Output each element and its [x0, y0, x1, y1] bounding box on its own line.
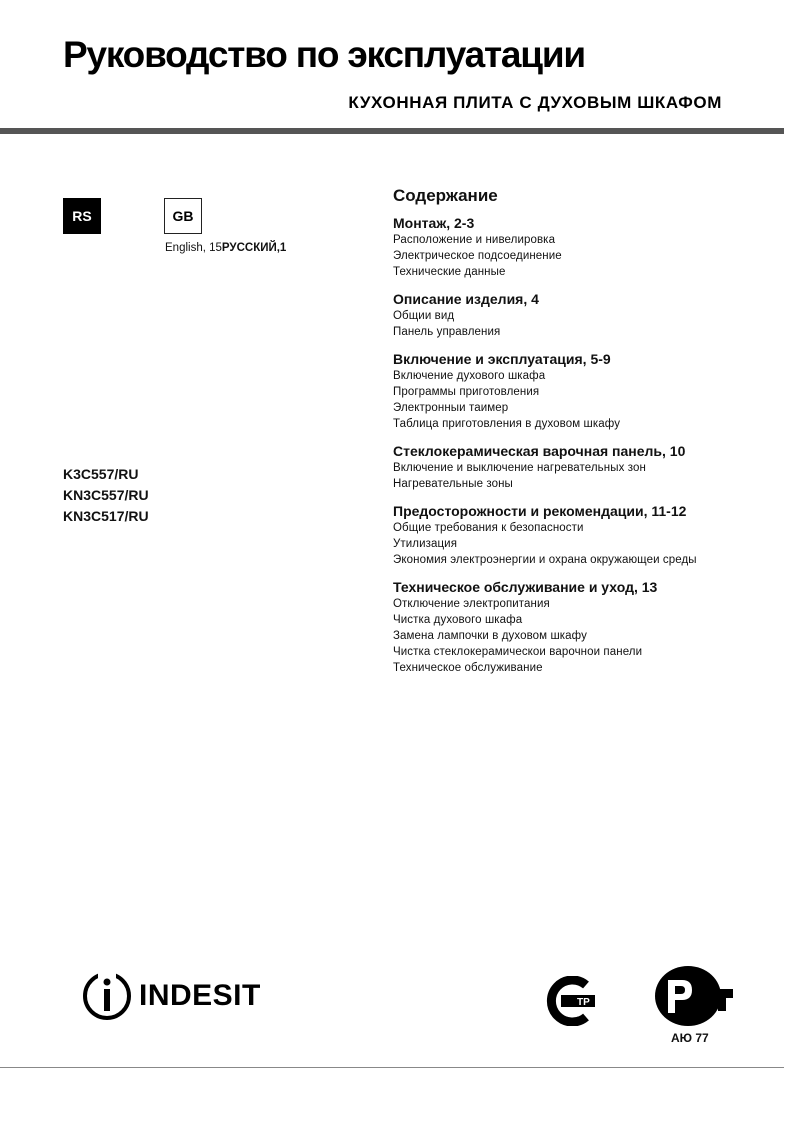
toc-item: Включение и выключение нагревательных зон [393, 462, 646, 474]
toc-item: Чистка духового шкафа [393, 614, 523, 626]
header-divider [0, 128, 784, 134]
toc-title: Содержание [393, 186, 498, 205]
toc-section-ceramic-hob [393, 442, 763, 492]
language-badge-rs: RS [63, 198, 101, 234]
model-list [63, 464, 149, 527]
document-subtitle: КУХОННАЯ ПЛИТА С ДУХОВЫМ ШКАФОМ [348, 93, 722, 112]
toc-item: Включение духового шкафа [393, 370, 546, 382]
toc-section-heading: Стеклокерамическая варочная панель, 10 [393, 443, 686, 459]
brand-logo [81, 970, 261, 1022]
toc-item: Общии вид [393, 310, 455, 322]
certification-code: АЮ 77 [671, 1031, 709, 1045]
toc-section-operation [393, 350, 763, 432]
toc-item: Панель управления [393, 326, 501, 338]
toc-item: Расположение и нивелировка [393, 234, 556, 246]
toc-section-heading: Техническое обслуживание и уход, 13 [393, 579, 658, 595]
model-number: KN3C517/RU [63, 508, 149, 524]
ctp-label: TP [577, 997, 590, 1008]
toc-item: Технические данные [393, 266, 506, 278]
toc-section-installation [393, 214, 763, 280]
indesit-power-icon [81, 970, 133, 1022]
language-badge-gb: GB [164, 198, 202, 234]
model-number: K3C557/RU [63, 466, 139, 482]
toc-item: Электронныи таимер [393, 402, 509, 414]
english-page-ref: English, 15 [165, 242, 222, 254]
certification-rst-mark [654, 965, 734, 1032]
footer-divider [0, 1067, 784, 1068]
toc-item: Программы приготовления [393, 386, 540, 398]
toc-item: Общие требования к безопасности [393, 522, 584, 534]
certification-ctp-mark [541, 976, 599, 1031]
russian-page-ref: РУССКИЙ,1 [221, 242, 287, 254]
toc-section-heading: Монтаж, 2-3 [393, 215, 475, 231]
toc-section-description [393, 290, 763, 340]
toc-item: Таблица приготовления в духовом шкафу [393, 418, 621, 430]
toc-item: Чистка стеклокерамическои варочнои панели [393, 646, 643, 658]
rst-certification-icon [654, 965, 734, 1027]
toc-section-maintenance [393, 578, 763, 676]
document-title: Руководство по эксплуатации [63, 34, 585, 75]
toc-item: Утилизация [393, 538, 458, 550]
toc-item: Отключение электропитания [393, 598, 550, 610]
toc-section-heading: Включение и эксплуатация, 5-9 [393, 351, 611, 367]
toc-section-heading: Предосторожности и рекомендации, 11-12 [393, 503, 687, 519]
toc-section-heading: Описание изделия, 4 [393, 291, 539, 307]
toc-item: Техническое обслуживание [393, 662, 543, 674]
table-of-contents [393, 186, 763, 686]
ctp-certification-icon [541, 976, 599, 1026]
brand-name: INDESIT [139, 979, 261, 1012]
toc-item: Нагревательные зоны [393, 478, 513, 490]
toc-item: Замена лампочки в духовом шкафу [393, 630, 587, 642]
toc-section-precautions [393, 502, 763, 568]
toc-item: Электрическое подсоединение [393, 250, 562, 262]
language-page-references [165, 242, 286, 254]
toc-item: Экономия электроэнергии и охрана окружающеи среды [393, 554, 697, 566]
model-number: KN3C557/RU [63, 487, 149, 503]
